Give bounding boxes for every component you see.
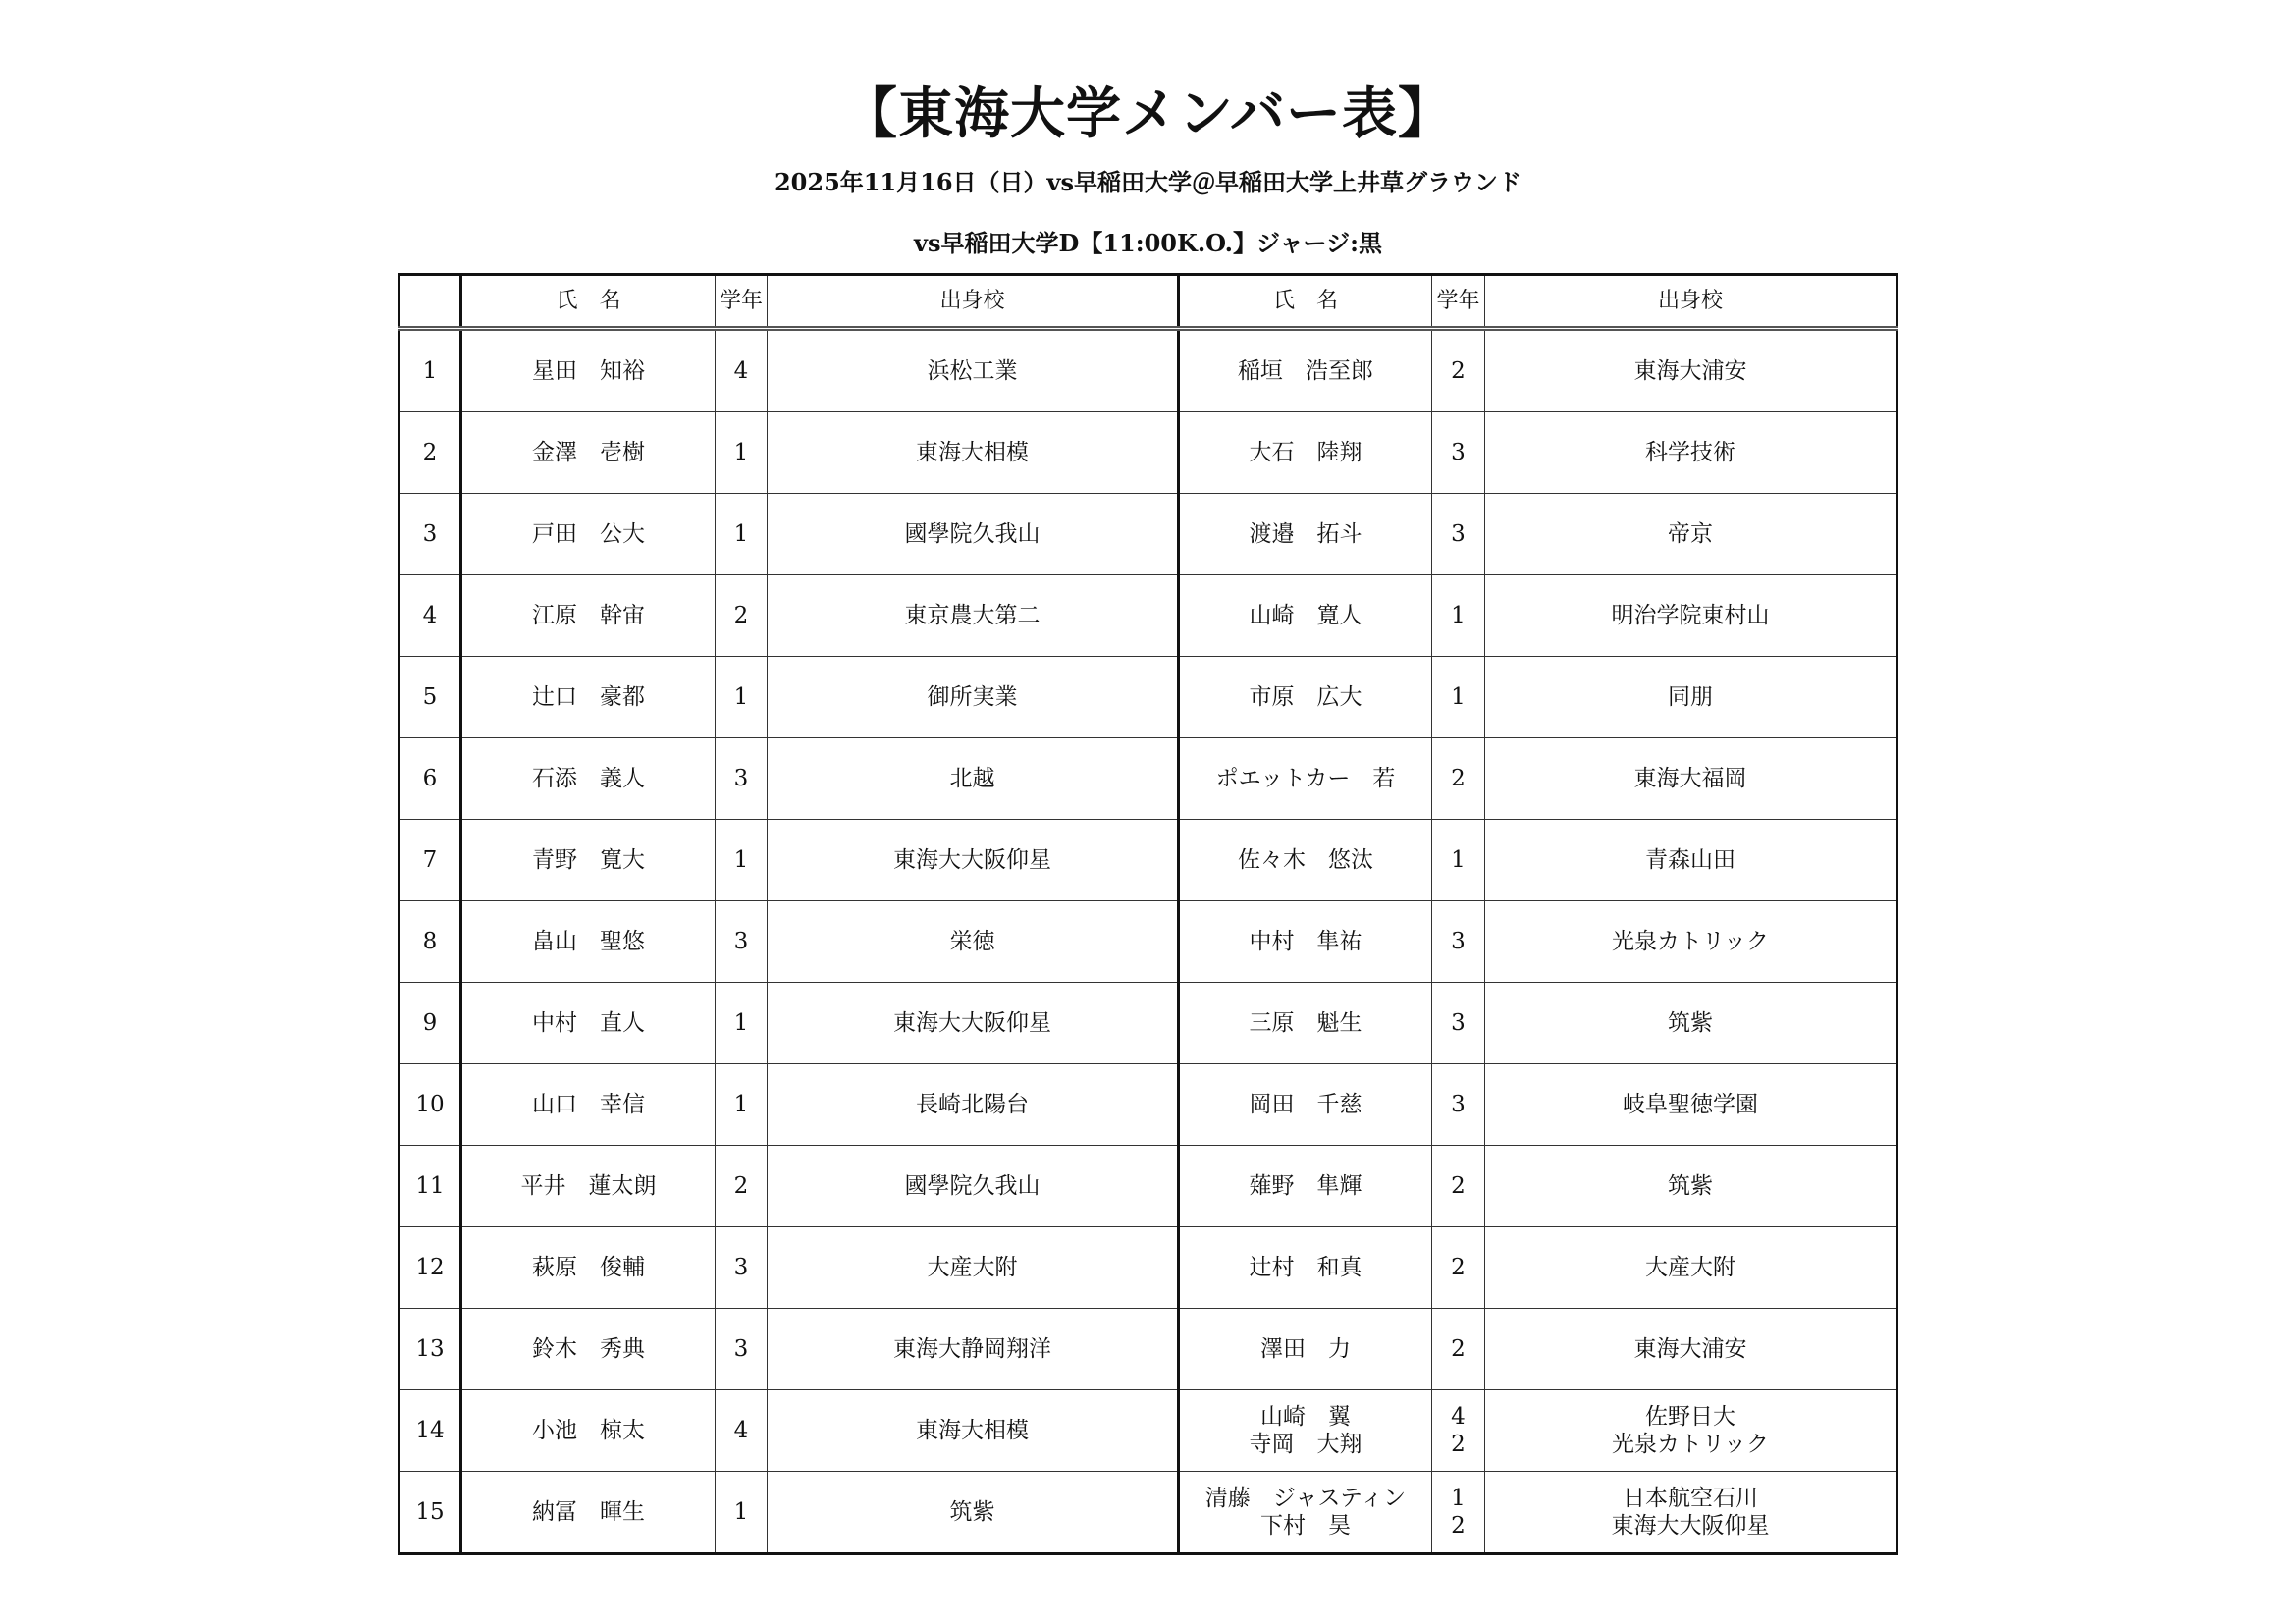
player-school-right-line: 光泉カトリック [1611,929,1770,954]
table-row [400,329,1897,412]
player-name: 石添 義人 [461,738,716,820]
player-name-right-line: 渡邉 拓斗 [1249,521,1362,547]
player-school-right [1485,412,1897,494]
table-body [400,329,1897,1554]
player-grade-right [1432,329,1485,412]
player-grade-right-line: 2 [1451,1336,1466,1362]
player-grade-right-line: 2 [1451,1513,1466,1539]
table-row [400,1227,1897,1309]
player-name: 辻口 豪都 [461,657,716,738]
player-name-right-line: 佐々木 悠汰 [1238,847,1373,873]
player-name-right [1179,738,1432,820]
table-row [400,901,1897,983]
player-grade-right-line: 2 [1451,358,1466,384]
row-number: 15 [400,1472,461,1554]
player-grade-right-line: 3 [1451,1010,1466,1036]
player-school-right [1485,1227,1897,1309]
table-row [400,1390,1897,1472]
player-school-right [1485,820,1897,901]
player-name: 星田 知裕 [461,329,716,412]
player-name-right-line: 岡田 千慈 [1249,1092,1362,1117]
player-school-right-line: 東海大浦安 [1633,358,1747,384]
player-school-right [1485,575,1897,657]
player-name: 山口 幸信 [461,1064,716,1146]
player-name-right-line: 稲垣 浩至郎 [1238,358,1373,384]
player-name: 平井 蓮太朗 [461,1146,716,1227]
player-name-right-line: 澤田 力 [1260,1336,1351,1362]
player-school-right [1485,329,1897,412]
player-school: 筑紫 [768,1472,1179,1554]
player-name-right [1179,329,1432,412]
header-school: 出身校 [768,275,1179,329]
player-grade: 3 [716,738,768,820]
player-grade-right [1432,1064,1485,1146]
player-grade: 1 [716,657,768,738]
player-name-right [1179,1146,1432,1227]
player-school-right [1485,1146,1897,1227]
player-name: 江原 幹宙 [461,575,716,657]
player-grade-right-line: 3 [1451,521,1466,547]
row-number: 2 [400,412,461,494]
player-school-right-line: 東海大大阪仰星 [1611,1513,1770,1539]
player-grade: 3 [716,1309,768,1390]
header-name-right: 氏 名 [1179,275,1432,329]
player-school-right-line: 日本航空石川 [1623,1486,1758,1511]
player-name-right [1179,412,1432,494]
player-grade-right [1432,1309,1485,1390]
table-row [400,1064,1897,1146]
player-grade-right-line: 2 [1451,1255,1466,1280]
player-school: 東海大大阪仰星 [768,983,1179,1064]
player-school-right-line: 同朋 [1668,684,1713,710]
player-name-right-line: 中村 隼祐 [1249,929,1362,954]
player-name-right [1179,494,1432,575]
table-row [400,657,1897,738]
player-school-right-line: 岐阜聖徳学園 [1623,1092,1758,1117]
player-school-right-line: 科学技術 [1645,440,1735,465]
player-school-right [1485,657,1897,738]
player-name-right [1179,901,1432,983]
table-row [400,1472,1897,1554]
player-grade-right-line: 2 [1451,766,1466,791]
player-school-right-line: 佐野日大 [1645,1404,1735,1430]
player-name-right [1179,1064,1432,1146]
player-name-right [1179,1227,1432,1309]
player-school-right [1485,1390,1897,1472]
player-grade-right [1432,1472,1485,1554]
player-name-right [1179,1390,1432,1472]
player-grade: 1 [716,820,768,901]
row-number: 10 [400,1064,461,1146]
player-name: 納冨 暉生 [461,1472,716,1554]
player-name-right [1179,1309,1432,1390]
player-name-right-line: 薙野 隼輝 [1249,1173,1362,1199]
header-number [400,275,461,329]
player-school-right-line: 帝京 [1668,521,1713,547]
header-grade: 学年 [716,275,768,329]
player-school-right [1485,901,1897,983]
player-name-right-line: 下村 昊 [1260,1513,1351,1539]
table-row [400,1146,1897,1227]
player-grade-right-line: 1 [1451,684,1466,710]
player-grade-right-line: 3 [1451,1092,1466,1117]
player-grade-right [1432,1227,1485,1309]
player-name-right-line: 山崎 寛人 [1249,603,1362,628]
match-date-venue: 2025年11月16日（日）vs早稲田大学＠早稲田大学上井草グラウンド [774,168,1522,196]
player-name: 金澤 壱樹 [461,412,716,494]
header-school-right: 出身校 [1485,275,1897,329]
player-grade: 2 [716,575,768,657]
player-school-right [1485,1064,1897,1146]
player-name-right [1179,1472,1432,1554]
player-name-right-line: 山崎 翼 [1260,1404,1351,1430]
row-number: 4 [400,575,461,657]
player-grade-right [1432,820,1485,901]
player-school: 栄徳 [768,901,1179,983]
player-grade-right-line: 1 [1451,603,1466,628]
player-name-right [1179,657,1432,738]
player-school: 浜松工業 [768,329,1179,412]
row-number: 12 [400,1227,461,1309]
row-number: 8 [400,901,461,983]
player-grade-right [1432,1390,1485,1472]
row-number: 13 [400,1309,461,1390]
row-number: 3 [400,494,461,575]
table-row [400,412,1897,494]
table-row [400,820,1897,901]
player-grade: 1 [716,494,768,575]
member-table [398,273,1898,1555]
player-grade-right [1432,494,1485,575]
player-grade-right-line: 2 [1451,1173,1466,1199]
player-grade-right-line: 2 [1451,1432,1466,1457]
player-name-right-line: 清藤 ジャスティン [1204,1486,1407,1511]
player-school: 長崎北陽台 [768,1064,1179,1146]
match-kickoff-jersey: vs早稲田大学D【11:00K.O.】ジャージ:黒 [914,229,1382,257]
player-school: 東海大静岡翔洋 [768,1309,1179,1390]
player-school-right [1485,1472,1897,1554]
player-grade-right [1432,1146,1485,1227]
player-name: 青野 寛大 [461,820,716,901]
player-school: 東海大大阪仰星 [768,820,1179,901]
document-title: 【東海大学メンバー表】 [841,81,1455,146]
player-name: 鈴木 秀典 [461,1309,716,1390]
table-row [400,494,1897,575]
player-grade: 1 [716,1064,768,1146]
player-grade-right [1432,738,1485,820]
player-school: 東海大相模 [768,1390,1179,1472]
player-grade-right [1432,983,1485,1064]
player-grade-right [1432,901,1485,983]
player-school-right-line: 筑紫 [1668,1173,1713,1199]
player-name-right-line: 市原 広大 [1249,684,1362,710]
player-grade: 3 [716,1227,768,1309]
player-grade-right [1432,657,1485,738]
player-grade: 2 [716,1146,768,1227]
player-name: 萩原 俊輔 [461,1227,716,1309]
player-school: 國學院久我山 [768,1146,1179,1227]
player-school: 東海大相模 [768,412,1179,494]
player-grade-right [1432,575,1485,657]
player-grade-right-line: 4 [1451,1404,1466,1430]
table-row [400,738,1897,820]
player-name-right-line: 三原 魁生 [1249,1010,1362,1036]
player-name-right-line: 辻村 和真 [1249,1255,1362,1280]
player-name-right-line: ポエットカー 若 [1215,766,1396,791]
row-number: 11 [400,1146,461,1227]
player-school: 東京農大第二 [768,575,1179,657]
header-name: 氏 名 [461,275,716,329]
player-grade: 1 [716,412,768,494]
player-school: 北越 [768,738,1179,820]
player-grade-right-line: 1 [1451,847,1466,873]
player-school-right [1485,1309,1897,1390]
player-grade: 1 [716,1472,768,1554]
player-name-right-line: 大石 陸翔 [1249,440,1362,465]
player-name: 畠山 聖悠 [461,901,716,983]
player-grade-right-line: 1 [1451,1486,1466,1511]
player-name-right-line: 寺岡 大翔 [1249,1432,1362,1457]
player-school-right [1485,494,1897,575]
player-school-right-line: 大産大附 [1645,1255,1735,1280]
player-grade: 1 [716,983,768,1064]
player-school: 御所実業 [768,657,1179,738]
row-number: 7 [400,820,461,901]
player-school-right-line: 光泉カトリック [1611,1432,1770,1457]
player-grade: 4 [716,329,768,412]
player-school-right-line: 筑紫 [1668,1010,1713,1036]
player-name: 小池 椋太 [461,1390,716,1472]
row-number: 6 [400,738,461,820]
player-school: 大産大附 [768,1227,1179,1309]
player-school-right [1485,738,1897,820]
row-number: 9 [400,983,461,1064]
player-name-right [1179,983,1432,1064]
row-number: 5 [400,657,461,738]
row-number: 1 [400,329,461,412]
row-number: 14 [400,1390,461,1472]
table-row [400,575,1897,657]
header-grade-right: 学年 [1432,275,1485,329]
player-grade: 3 [716,901,768,983]
player-school: 國學院久我山 [768,494,1179,575]
table-row [400,1309,1897,1390]
player-school-right-line: 青森山田 [1645,847,1735,873]
table-header-row [400,275,1897,329]
player-name-right [1179,575,1432,657]
player-school-right-line: 東海大浦安 [1633,1336,1747,1362]
table-row [400,983,1897,1064]
player-school-right-line: 明治学院東村山 [1611,603,1770,628]
player-school-right-line: 東海大福岡 [1633,766,1747,791]
player-grade: 4 [716,1390,768,1472]
player-grade-right [1432,412,1485,494]
player-name: 中村 直人 [461,983,716,1064]
player-name: 戸田 公大 [461,494,716,575]
player-grade-right-line: 3 [1451,929,1466,954]
player-grade-right-line: 3 [1451,440,1466,465]
player-school-right [1485,983,1897,1064]
player-name-right [1179,820,1432,901]
